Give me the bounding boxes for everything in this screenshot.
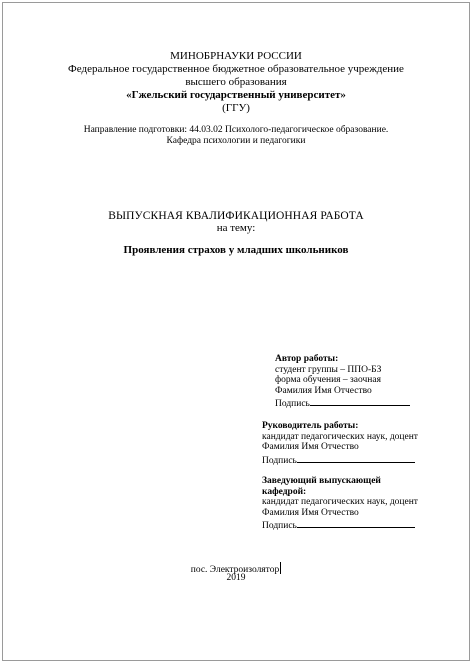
footer-place: пос. Электроизолятор: [190, 565, 280, 575]
author-group: студент группы – ППО-БЗ: [275, 364, 382, 375]
direction-line-1: Направление подготовки: 44.03.02 Психолого-педагогическое образование.: [83, 125, 389, 135]
author-block: [275, 354, 410, 410]
ministry-name: МИНОБРНАУКИ РОССИИ: [170, 50, 302, 62]
supervisor-degree: кандидат педагогических наук, доцент: [262, 431, 418, 442]
head-signature-line[interactable]: [297, 518, 415, 528]
supervisor-signature-label: Подпись: [262, 455, 297, 466]
on-topic-label: на тему:: [216, 222, 256, 234]
head-signature-label: Подпись: [262, 521, 297, 532]
author-name: Фамилия Имя Отчество: [275, 385, 372, 396]
university-abbreviation: (ГГУ): [222, 102, 250, 114]
supervisor-signature-line[interactable]: [297, 453, 415, 463]
author-signature-row: [275, 396, 410, 410]
work-type-title: ВЫПУСКНАЯ КВАЛИФИКАЦИОННАЯ РАБОТА: [108, 210, 364, 222]
author-signature-line[interactable]: [310, 396, 410, 406]
supervisor-name: Фамилия Имя Отчество: [262, 442, 359, 453]
head-of-department-block: [262, 476, 418, 532]
head-heading-line-1: Заведующий выпускающей: [262, 476, 381, 486]
author-heading: Автор работы:: [275, 354, 339, 364]
institution-line-1: Федеральное государственное бюджетное образовательное учреждение: [68, 63, 404, 75]
institution-line-2: высшего образования: [185, 76, 287, 88]
supervisor-block: [262, 421, 418, 466]
head-signature-row: [262, 518, 418, 532]
author-signature-label: Подпись: [275, 399, 310, 410]
head-name: Фамилия Имя Отчество: [262, 507, 359, 518]
head-heading-line-2: кафедрой:: [262, 486, 307, 497]
department-line: Кафедра психологии и педагогики: [166, 136, 306, 146]
supervisor-signature-row: [262, 453, 418, 467]
university-name: «Гжельский государственный университет»: [126, 89, 346, 101]
document-page: [2, 2, 470, 661]
supervisor-heading: Руководитель работы:: [262, 421, 359, 431]
head-degree: кандидат педагогических наук, доцент: [262, 497, 418, 508]
footer-year: 2019: [226, 573, 246, 583]
author-study-form: форма обучения – заочная: [275, 375, 381, 386]
work-topic: Проявления страхов у младших школьников: [123, 244, 349, 256]
